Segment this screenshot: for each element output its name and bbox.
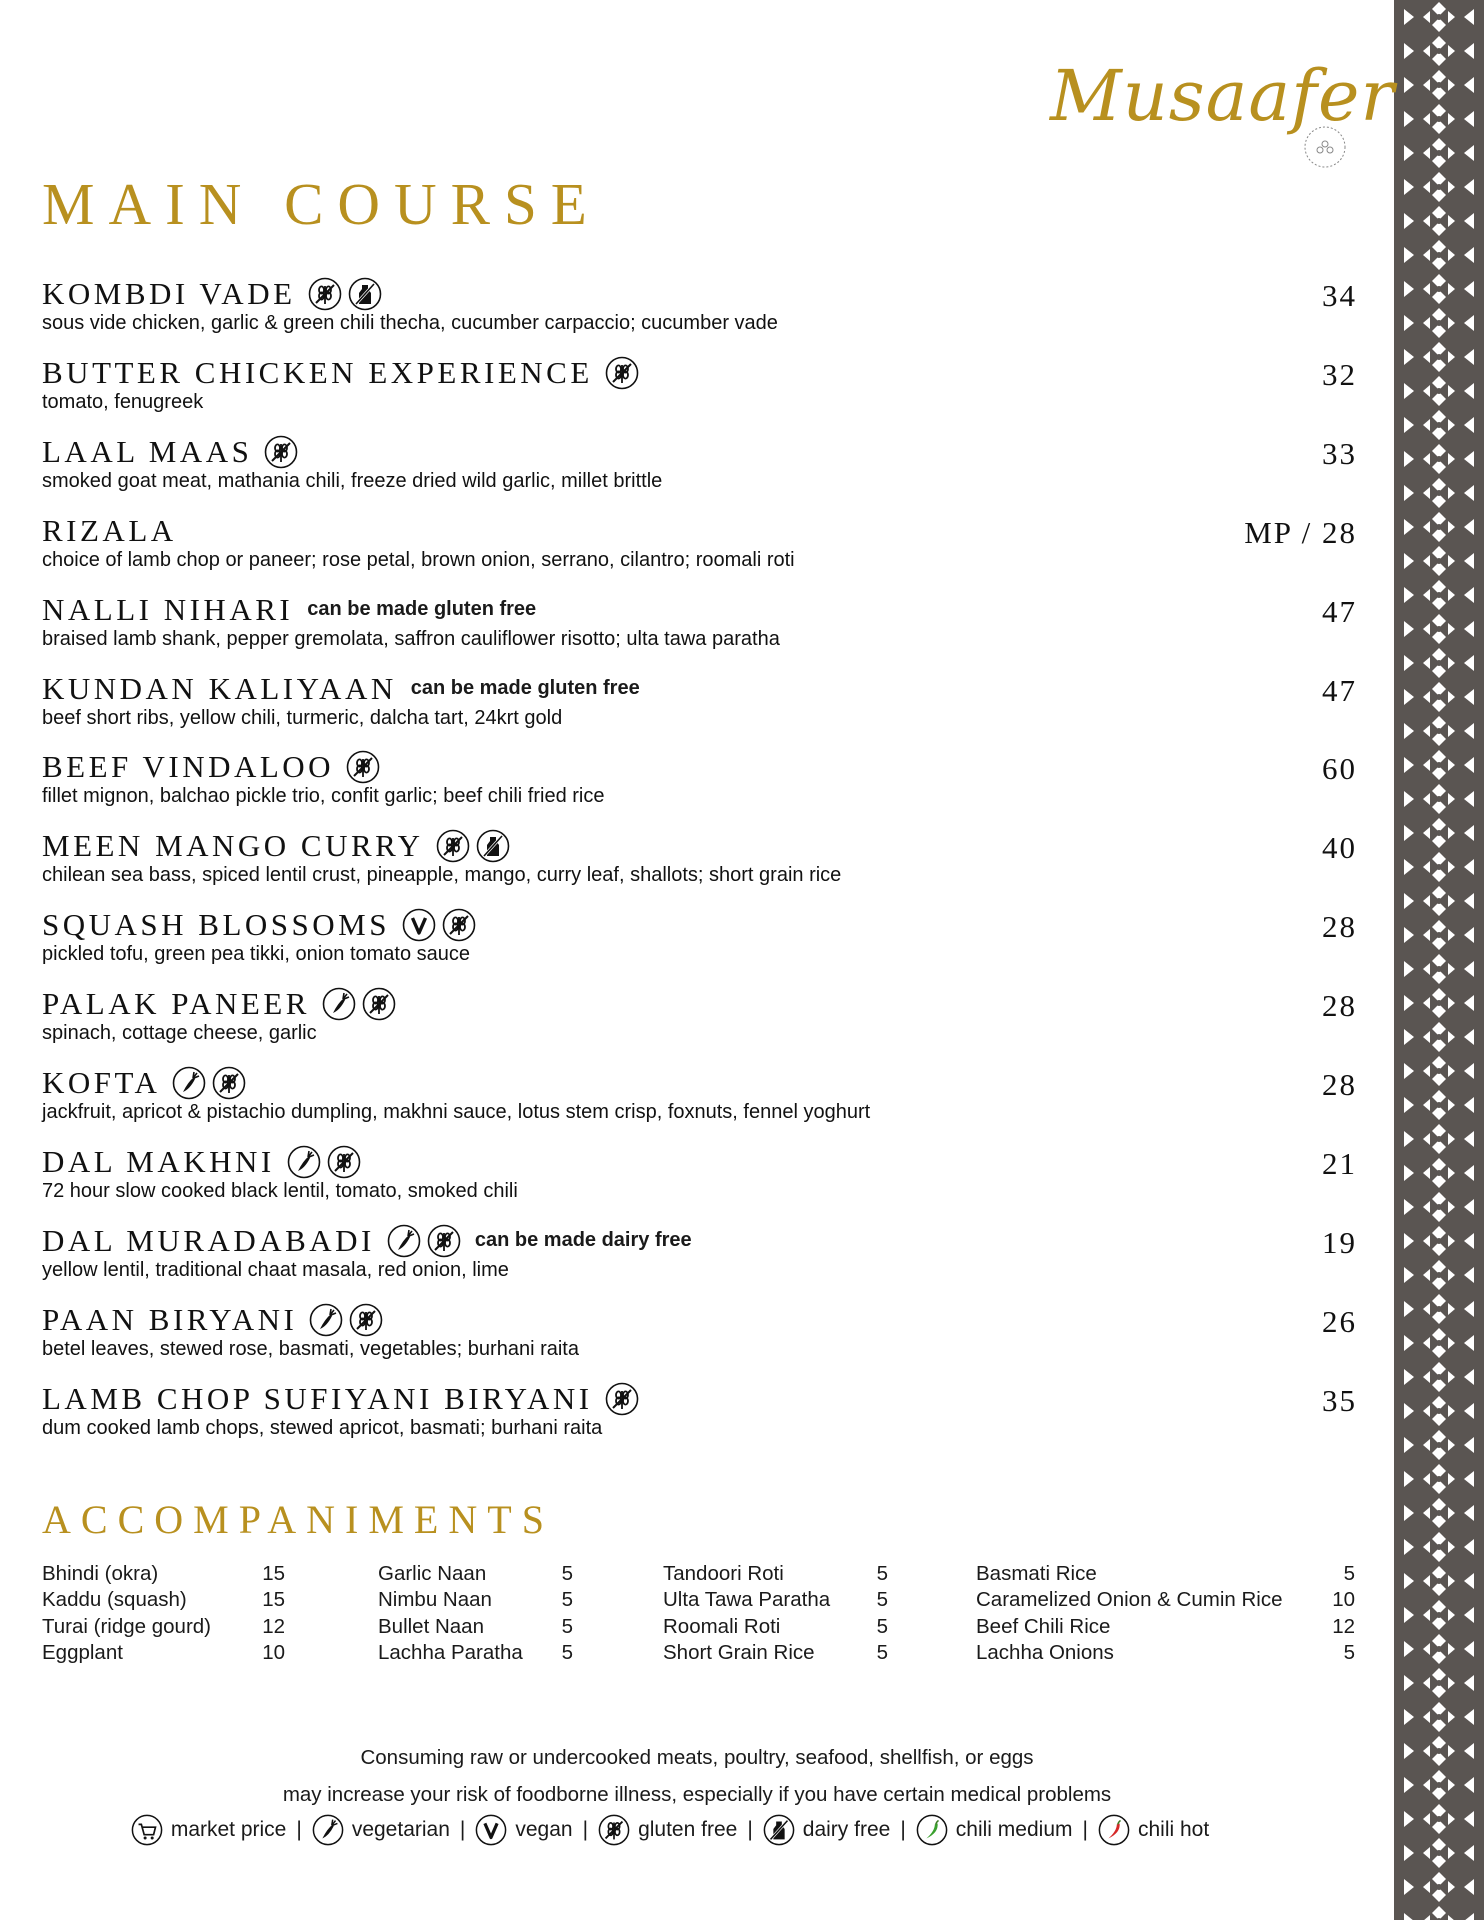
menu-item-price: 40 (1322, 830, 1357, 866)
menu-item-header (42, 274, 1357, 314)
disclaimer-line-1: Consuming raw or undercooked meats, poultry, seafood, shellfish, or eggs (360, 1746, 1034, 1769)
menu-item-name: DAL MAKHNI (42, 1143, 275, 1179)
menu-item-price: 28 (1322, 1067, 1357, 1102)
musaafer-logo (1050, 55, 1395, 195)
accompaniment-name: Caramelized Onion & Cumin Rice (976, 1588, 1283, 1612)
accompaniment-price: 5 (876, 1562, 888, 1585)
menu-item-header (42, 1379, 1357, 1419)
vegetarian-icon (322, 987, 356, 1021)
accompaniment-name: Ulta Tawa Paratha (663, 1588, 831, 1612)
menu-item-name: MEEN MANGO CURRY (42, 828, 424, 864)
menu-item (42, 1221, 1357, 1291)
accompaniment-name: Garlic Naan (378, 1562, 487, 1585)
vegetarian-icon (309, 1303, 343, 1337)
gluten-free-icon (598, 1814, 630, 1846)
menu-item-price: 34 (1322, 278, 1357, 313)
menu-item-name: LAAL MAAS (42, 433, 253, 469)
legend-label: dairy free (802, 1818, 891, 1841)
menu-item-name: DAL MURADABADI (42, 1222, 375, 1258)
legend-item (475, 1814, 572, 1846)
menu-item-description: tomato, fenugreek (42, 390, 204, 413)
menu-item-name: PALAK PANEER (42, 986, 310, 1022)
menu-item-header (42, 1300, 1357, 1340)
menu-item (42, 1300, 1357, 1370)
menu-item-description: dum cooked lamb chops, stewed apricot, basmati; burhani raita (42, 1416, 603, 1439)
legend-item (916, 1814, 1073, 1846)
menu-item-price: MP / 28 (1244, 514, 1357, 550)
accompaniment-name: Beef Chili Rice (976, 1614, 1111, 1638)
legend-separator: | (459, 1818, 466, 1841)
dietary-icons (605, 1382, 639, 1416)
accompaniment-item (42, 1615, 285, 1641)
vegetarian-icon (312, 1814, 344, 1846)
accompaniment-item (378, 1641, 573, 1667)
dietary-icons (287, 1145, 361, 1179)
accompaniment-price: 12 (1332, 1614, 1355, 1638)
legend-item (131, 1814, 287, 1846)
menu-item (42, 669, 1357, 739)
page-title: MAIN COURSE (42, 171, 601, 237)
accompaniment-item (378, 1615, 573, 1641)
dietary-icons (346, 750, 380, 784)
accompaniment-name: Bhindi (okra) (42, 1562, 159, 1585)
menu-item-name: BUTTER CHICKEN EXPERIENCE (42, 354, 593, 390)
accompaniment-item (976, 1641, 1355, 1667)
vegetarian-icon (387, 1224, 421, 1258)
gluten-free-icon (427, 1224, 461, 1258)
accompaniment-name: Lachha Onions (976, 1640, 1114, 1664)
menu-item-price: 32 (1322, 356, 1357, 392)
accompaniment-name: Lachha Paratha (378, 1640, 523, 1664)
dairy-free-icon (348, 277, 382, 311)
accompaniment-name: Short Grain Rice (663, 1640, 815, 1664)
menu-item-name: RIZALA (42, 512, 177, 548)
accompaniment-item (378, 1562, 573, 1588)
accompaniment-price: 5 (876, 1588, 888, 1612)
legend-separator: | (747, 1818, 753, 1841)
legend-item (1098, 1814, 1209, 1846)
accompaniment-item (663, 1641, 888, 1667)
vegan-icon (475, 1814, 507, 1846)
legend-item (312, 1814, 450, 1846)
legend-separator: | (1082, 1818, 1088, 1841)
gluten-free-icon (349, 1303, 383, 1337)
accompaniment-price: 15 (262, 1588, 285, 1612)
menu-item-header (42, 432, 1357, 472)
menu-item-name: KUNDAN KALIYAAN (42, 670, 397, 706)
accompaniment-price: 5 (876, 1614, 888, 1638)
menu-item (42, 353, 1357, 423)
legend-separator: | (900, 1818, 906, 1841)
menu-item (42, 1379, 1357, 1449)
accompaniment-item (378, 1588, 573, 1614)
menu-item-price: 28 (1322, 909, 1357, 945)
accompaniment-price: 5 (561, 1588, 573, 1612)
menu-item-price: 21 (1322, 1145, 1357, 1181)
chili-medium-icon (916, 1814, 948, 1846)
accompaniments-column (378, 1562, 573, 1667)
accompaniment-price: 5 (876, 1640, 888, 1664)
legend-item (598, 1814, 737, 1846)
menu-item-price: 47 (1322, 593, 1357, 629)
menu-item-header (42, 353, 1357, 393)
accompaniment-name: Tandoori Roti (663, 1562, 784, 1585)
gluten-free-icon (212, 1066, 246, 1100)
diamond-pattern (1394, 0, 1484, 1920)
menu-item (42, 432, 1357, 502)
menu-item (42, 747, 1357, 817)
menu-item-header (42, 590, 1357, 630)
menu-item (42, 590, 1357, 660)
dietary-icons (264, 435, 298, 469)
vegetarian-icon (172, 1066, 206, 1100)
legend-separator: | (582, 1818, 589, 1841)
menu-item-header (42, 669, 1357, 709)
menu-item-description: fillet mignon, balchao pickle trio, confit garlic; beef chili fried rice (42, 785, 605, 808)
accompaniment-item (42, 1562, 285, 1588)
accompaniment-price: 5 (561, 1640, 573, 1664)
gluten-free-icon (605, 356, 639, 390)
menu-item-description: beef short ribs, yellow chili, turmeric, dalcha tart, 24krt gold (42, 706, 563, 729)
menu-item-description: chilean sea bass, spiced lentil crust, pineapple, mango, curry leaf, shallots; short grain rice (42, 864, 842, 887)
accompaniment-name: Turai (ridge gourd) (42, 1614, 212, 1638)
accompaniments-column (976, 1562, 1355, 1667)
menu-item-price: 28 (1322, 988, 1357, 1024)
menu-item-price: 19 (1322, 1224, 1357, 1260)
accompaniment-price: 5 (561, 1614, 573, 1638)
gluten-free-icon (436, 829, 470, 863)
menu-item-header (42, 747, 1357, 787)
dairy-free-icon (763, 1814, 795, 1846)
dietary-icons (322, 987, 396, 1021)
dietary-legend (0, 1814, 1340, 1846)
logo-seal-icon (1303, 125, 1347, 169)
menu-item-price: 60 (1322, 751, 1357, 787)
menu-item-description: sous vide chicken, garlic & green chili thecha, cucumber carpaccio; cucumber vade (42, 312, 778, 334)
dietary-icons (436, 829, 510, 863)
market-price-icon (131, 1814, 163, 1846)
menu-item-header (42, 511, 1357, 551)
menu-item-header (42, 1063, 1357, 1103)
accompaniment-price: 10 (262, 1640, 285, 1664)
menu-item-header (42, 1142, 1357, 1182)
gluten-free-icon (605, 1382, 639, 1416)
accompaniment-item (663, 1615, 888, 1641)
gluten-free-icon (264, 435, 298, 469)
menu-item-name: BEEF VINDALOO (42, 749, 335, 785)
gluten-free-icon (346, 750, 380, 784)
chili-hot-icon (1098, 1814, 1130, 1846)
menu-item (42, 511, 1357, 581)
dietary-icons (387, 1224, 461, 1258)
legend-label: gluten free (638, 1818, 738, 1841)
menu-item-price: 47 (1322, 672, 1357, 708)
accompaniment-item (663, 1588, 888, 1614)
menu-item-name: KOFTA (42, 1065, 161, 1100)
menu-item-price: 26 (1322, 1303, 1357, 1339)
accompaniment-name: Nimbu Naan (378, 1588, 492, 1612)
accompaniment-price: 10 (1332, 1588, 1355, 1612)
dietary-icons (605, 356, 639, 390)
legend-label: chili medium (955, 1818, 1073, 1841)
accompaniment-item (42, 1641, 285, 1667)
dietary-icons (308, 277, 382, 311)
legend-label: vegetarian (351, 1818, 450, 1841)
logo-wordmark: Musaafer (1050, 55, 1395, 137)
dietary-icons (172, 1066, 246, 1100)
menu-item-name: NALLI NIHARI (42, 591, 294, 627)
gluten-free-icon (308, 277, 342, 311)
decorative-border (1394, 0, 1484, 1920)
dietary-icons (309, 1303, 383, 1337)
accompaniment-name: Bullet Naan (378, 1614, 484, 1638)
menu-item-description: pickled tofu, green pea tikki, onion tomato sauce (42, 943, 471, 966)
menu-item (42, 1142, 1357, 1212)
menu-item-description: betel leaves, stewed rose, basmati, vegetables; burhani raita (42, 1337, 579, 1360)
dietary-icons (402, 908, 476, 942)
menu-item-note: can be made dairy free (474, 1229, 692, 1252)
accompaniment-item (976, 1588, 1355, 1614)
menu-item-name: LAMB CHOP SUFIYANI BIRYANI (42, 1380, 593, 1416)
menu-item (42, 274, 1357, 344)
menu-item-note: can be made gluten free (410, 677, 640, 699)
menu-item-name: PAAN BIRYANI (42, 1301, 298, 1337)
menu-item-name: SQUASH BLOSSOMS (42, 907, 390, 943)
menu-item-description: smoked goat meat, mathania chili, freeze dried wild garlic, millet brittle (42, 469, 663, 492)
dairy-free-icon (476, 829, 510, 863)
menu-item-price: 35 (1322, 1382, 1357, 1418)
accompaniments-column (42, 1562, 285, 1667)
menu-item (42, 905, 1357, 975)
menu-item-header (42, 905, 1357, 945)
legend-item (763, 1814, 891, 1846)
accompaniment-item (976, 1562, 1355, 1588)
vegetarian-icon (287, 1145, 321, 1179)
gluten-free-icon (362, 987, 396, 1021)
accompaniment-item (663, 1562, 888, 1588)
menu-item (42, 984, 1357, 1054)
menu-item-header (42, 826, 1357, 866)
accompaniment-price: 5 (1343, 1640, 1355, 1664)
vegan-icon (402, 908, 436, 942)
accompaniment-item (976, 1615, 1355, 1641)
accompaniments-title: ACCOMPANIMENTS (42, 1497, 554, 1542)
menu-item-note: can be made gluten free (307, 598, 537, 621)
menu-item (42, 1063, 1357, 1133)
accompaniment-price: 5 (1343, 1562, 1355, 1585)
accompaniment-price: 15 (262, 1562, 285, 1585)
menu-item-description: braised lamb shank, pepper gremolata, saffron cauliflower risotto; ulta tawa paratha (42, 627, 780, 650)
menu-item-header (42, 984, 1357, 1024)
menu-item-description: spinach, cottage cheese, garlic (42, 1022, 317, 1045)
accompaniment-price: 5 (561, 1562, 573, 1585)
menu-item-description: choice of lamb chop or paneer; rose petal, brown onion, serrano, cilantro; roomali roti (42, 548, 795, 571)
accompaniment-name: Basmati Rice (976, 1562, 1097, 1585)
gluten-free-icon (327, 1145, 361, 1179)
legend-label: chili hot (1137, 1818, 1210, 1841)
accompaniment-item (42, 1588, 285, 1614)
legend-label: vegan (515, 1818, 573, 1841)
accompaniment-name: Roomali Roti (663, 1614, 781, 1638)
menu-item-description: jackfruit, apricot & pistachio dumpling, makhni sauce, lotus stem crisp, foxnuts, fennel yoghurt (42, 1101, 871, 1123)
menu-item-name: KOMBDI VADE (42, 276, 296, 311)
legend-separator: | (296, 1818, 302, 1841)
menu-item-description: 72 hour slow cooked black lentil, tomato, smoked chili (42, 1179, 518, 1202)
accompaniment-name: Kaddu (squash) (42, 1588, 187, 1612)
disclaimer-line-2: may increase your risk of foodborne illness, especially if you have certain medical problems (282, 1783, 1112, 1806)
menu-item-price: 33 (1322, 435, 1357, 471)
accompaniment-name: Eggplant (42, 1640, 123, 1664)
gluten-free-icon (442, 908, 476, 942)
menu-item-header (42, 1221, 1357, 1261)
menu-item (42, 826, 1357, 896)
legend-label: market price (170, 1818, 287, 1841)
accompaniments-column (663, 1562, 888, 1667)
menu-item-description: yellow lentil, traditional chaat masala, red onion, lime (42, 1258, 509, 1281)
accompaniment-price: 12 (262, 1614, 285, 1638)
